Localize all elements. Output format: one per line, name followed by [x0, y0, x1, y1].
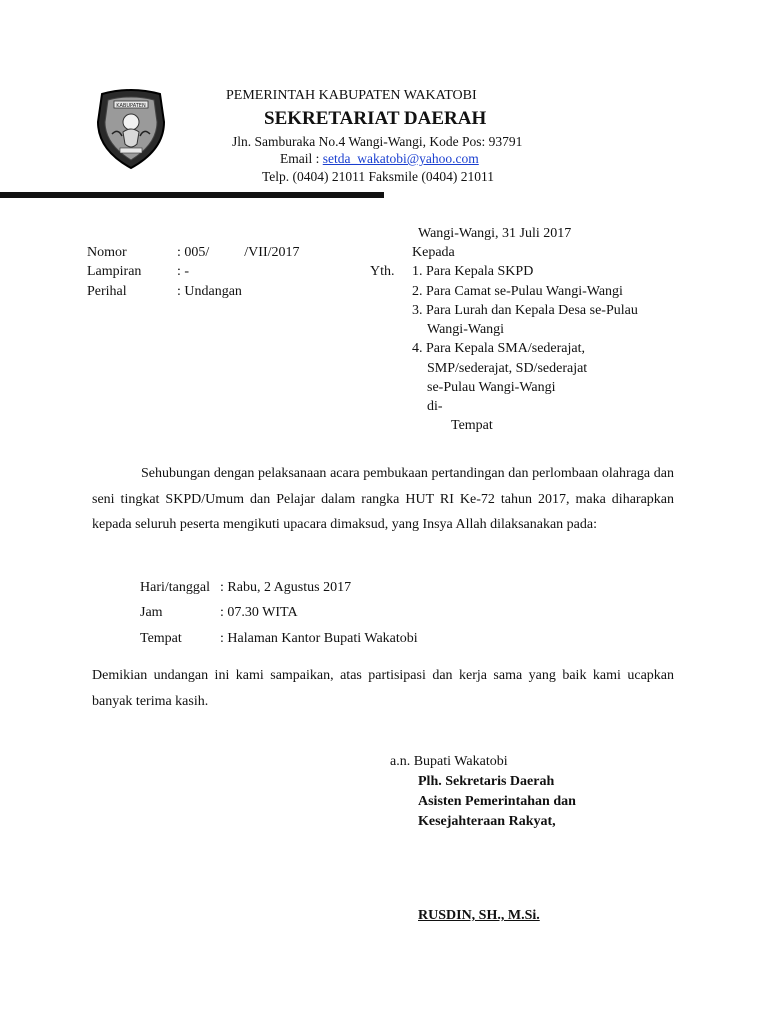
signature-title-3: Kesejahteraan Rakyat,: [418, 814, 556, 829]
svg-text:KABUPATEN: KABUPATEN: [116, 103, 146, 109]
body-paragraph-2: Demikian undangan ini kami sampaikan, atas partisipasi dan kerja sama yang baik kami ucapkan banyak terima kasih.: [92, 668, 674, 709]
recipient-item: 2. Para Camat se-Pulau Wangi-Wangi: [412, 284, 623, 299]
signature-title-1: Plh. Sekretaris Daerah: [418, 774, 555, 789]
detail-value-day: : Rabu, 2 Agustus 2017: [220, 580, 352, 595]
yth-label: Yth.: [370, 264, 395, 279]
recipient-item: 3. Para Lurah dan Kepala Desa se-Pulau: [412, 303, 638, 318]
recipient-item: 4. Para Kepala SMA/sederajat,: [412, 341, 585, 356]
office-name: SEKRETARIAT DAERAH: [264, 108, 487, 129]
lampiran-label: Lampiran: [87, 264, 142, 279]
lampiran-value: : -: [177, 264, 190, 279]
email-line: [280, 151, 479, 167]
nomor-label: Nomor: [87, 245, 127, 260]
government-name: PEMERINTAH KABUPATEN WAKATOBI: [226, 88, 477, 103]
di-label: di-: [427, 399, 443, 414]
letterhead-rule: [0, 192, 384, 198]
recipient-item: 1. Para Kepala SKPD: [412, 264, 534, 279]
nomor-value: : 005/ /VII/2017: [177, 245, 300, 260]
detail-value-time: : 07.30 WITA: [220, 605, 298, 620]
signature-title-2: Asisten Pemerintahan dan: [418, 794, 576, 809]
email-label: Email :: [280, 151, 323, 166]
detail-label-time: Jam: [140, 605, 163, 620]
detail-value-place: : Halaman Kantor Bupati Wakatobi: [220, 631, 418, 646]
recipient-item: Wangi-Wangi: [427, 322, 505, 337]
perihal-value: : Undangan: [177, 284, 242, 299]
body-paragraph-1: Sehubungan dengan pelaksanaan acara pembukaan pertandingan dan perlombaan olahraga dan seni tingkat SKPD/Umum dan Pelajar dalam rangka HUT RI Ke-72 tahun 2017, maka diharapkan kepada seluruh peserta mengikuti upacara dimaksud, yang Insya Allah dilaksanakan pada:: [92, 466, 674, 532]
regency-emblem-logo: [92, 88, 170, 172]
signature-an: a.n. Bupati Wakatobi: [390, 754, 508, 769]
recipient-item: SMP/sederajat, SD/sederajat: [427, 361, 588, 376]
detail-label-day: Hari/tanggal: [140, 580, 210, 595]
kepada-label: Kepada: [412, 245, 455, 260]
date-line: Wangi-Wangi, 31 Juli 2017: [418, 226, 572, 241]
detail-label-place: Tempat: [140, 631, 182, 646]
email-link[interactable]: setda_wakatobi@yahoo.com: [322, 151, 479, 166]
recipient-item: se-Pulau Wangi-Wangi: [427, 380, 556, 395]
perihal-label: Perihal: [87, 284, 127, 299]
phone-line: Telp. (0404) 21011 Faksmile (0404) 21011: [262, 169, 495, 184]
tempat-label: Tempat: [451, 418, 493, 433]
address-line: Jln. Samburaka No.4 Wangi-Wangi, Kode Pos: 93791: [232, 134, 523, 149]
signatory-name: RUSDIN, SH., M.Si.: [418, 908, 540, 923]
